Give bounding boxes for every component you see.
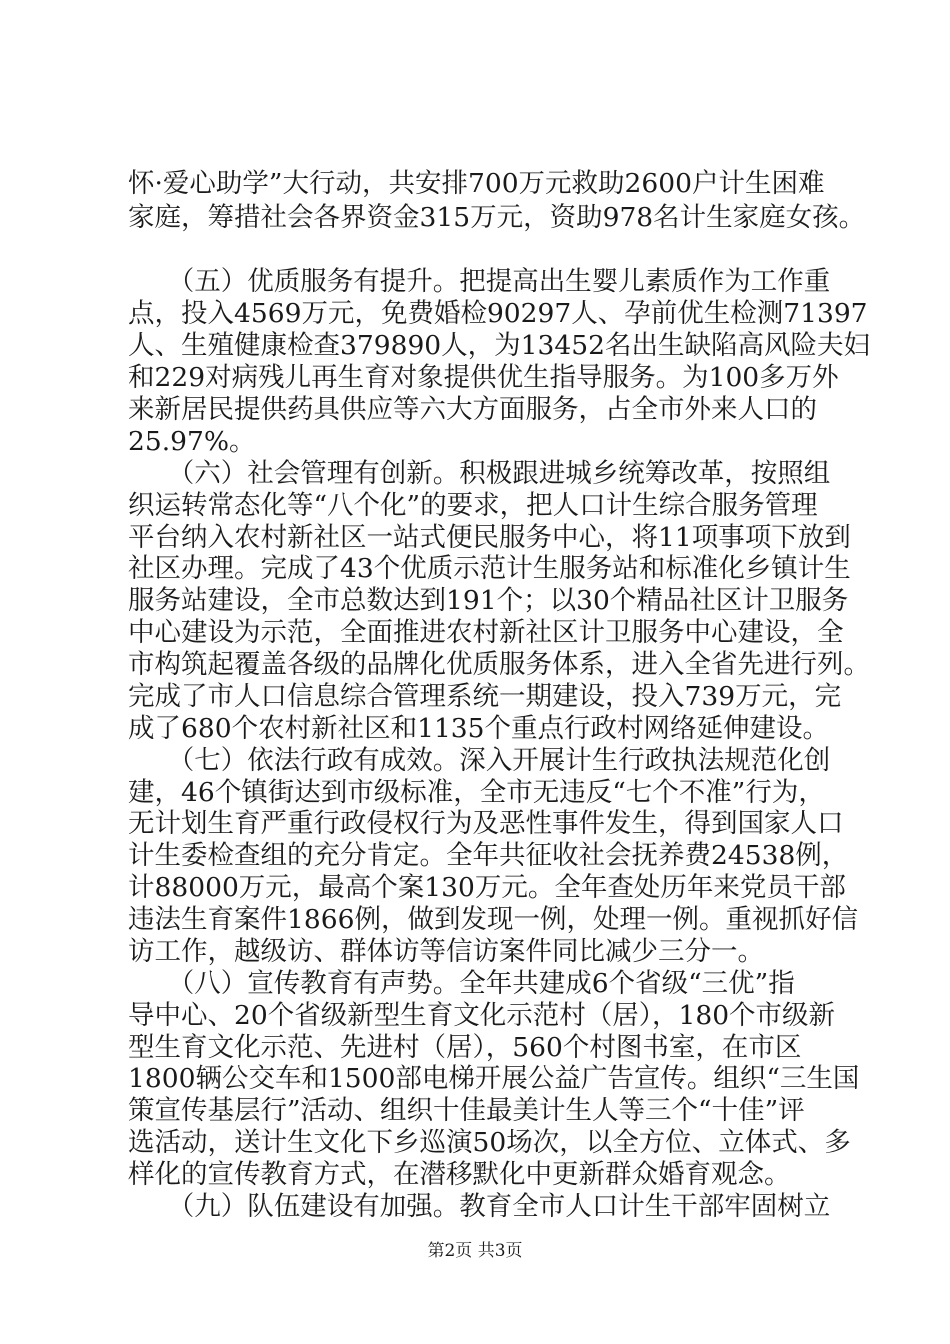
body-line: （七）依法行政有成效。深入开展计生行政执法规范化创 [128, 745, 831, 776]
body-line: 策宣传基层行”活动、组织十佳最美计生人等三个“十佳”评 [128, 1095, 805, 1126]
page-footer: 第2页 共3页 [427, 1241, 523, 1261]
body-line: 25.97%。 [128, 426, 256, 457]
body-line: 访工作，越级访、群体访等信访案件同比减少三分一。 [128, 936, 764, 967]
body-line: 计88000万元，最高个案130万元。全年查处历年来党员干部 [128, 872, 846, 903]
body-line: 社区办理。完成了43个优质示范计生服务站和标准化乡镇计生 [128, 553, 851, 584]
body-line: 违法生育案件1866例，做到发现一例，处理一例。重视抓好信 [128, 904, 858, 935]
body-line: 完成了市人口信息综合管理系统一期建设，投入739万元，完 [128, 681, 842, 712]
body-line: 来新居民提供药具供应等六大方面服务，占全市外来人口的 [128, 394, 817, 425]
body-line: （五）优质服务有提升。把提高出生婴儿素质作为工作重 [128, 266, 831, 297]
body-line: 选活动，送计生文化下乡巡演50场次，以全方位、立体式、多 [128, 1127, 851, 1158]
body-line: 和229对病残儿再生育对象提供优生指导服务。为100多万外 [128, 362, 839, 393]
body-line: 导中心、20个省级新型生育文化示范村（居），180个市级新 [128, 1000, 836, 1031]
body-line: 怀·爱心助学”大行动，共安排700万元救助2600户计生困难 [128, 168, 825, 199]
body-line: （九）队伍建设有加强。教育全市人口计生干部牢固树立 [128, 1191, 831, 1222]
body-line: 成了680个农村新社区和1135个重点行政村网络延伸建设。 [128, 713, 830, 744]
body-line: 中心建设为示范，全面推进农村新社区计卫服务中心建设，全 [128, 617, 844, 648]
body-line: 建，46个镇街达到市级标准，全市无违反“七个不准”行为， [128, 777, 825, 808]
body-line: 样化的宣传教育方式，在潜移默化中更新群众婚育观念。 [128, 1159, 791, 1190]
body-line: （八）宣传教育有声势。全年共建成6个省级“三优”指 [128, 968, 795, 999]
body-line: 无计划生育严重行政侵权行为及恶性事件发生，得到国家人口 [128, 808, 844, 839]
body-line: 型生育文化示范、先进村（居），560个村图书室，在市区 [128, 1032, 802, 1063]
body-line: 织运转常态化等“八个化”的要求，把人口计生综合服务管理 [128, 490, 818, 521]
body-line: 平台纳入农村新社区一站式便民服务中心，将11项事项下放到 [128, 522, 851, 553]
body-line: 服务站建设，全市总数达到191个；以30个精品社区计卫服务 [128, 585, 849, 616]
body-line: 家庭，筹措社会各界资金315万元，资助978名计生家庭女孩。 [128, 202, 866, 233]
body-line: 1800辆公交车和1500部电梯开展公益广告宣传。组织“三生国 [128, 1063, 860, 1094]
body-line: 市构筑起覆盖各级的品牌化优质服务体系，进入全省先进行列。 [128, 649, 870, 680]
body-line: 计生委检查组的充分肯定。全年共征收社会抚养费24538例， [128, 840, 849, 871]
body-line: 人、生殖健康检查379890人，为13452名出生缺陷高风险夫妇 [128, 330, 870, 361]
body-line: 点，投入4569万元，免费婚检90297人、孕前优生检测71397 [128, 298, 868, 329]
body-line: （六）社会管理有创新。积极跟进城乡统筹改革，按照组 [128, 458, 831, 489]
